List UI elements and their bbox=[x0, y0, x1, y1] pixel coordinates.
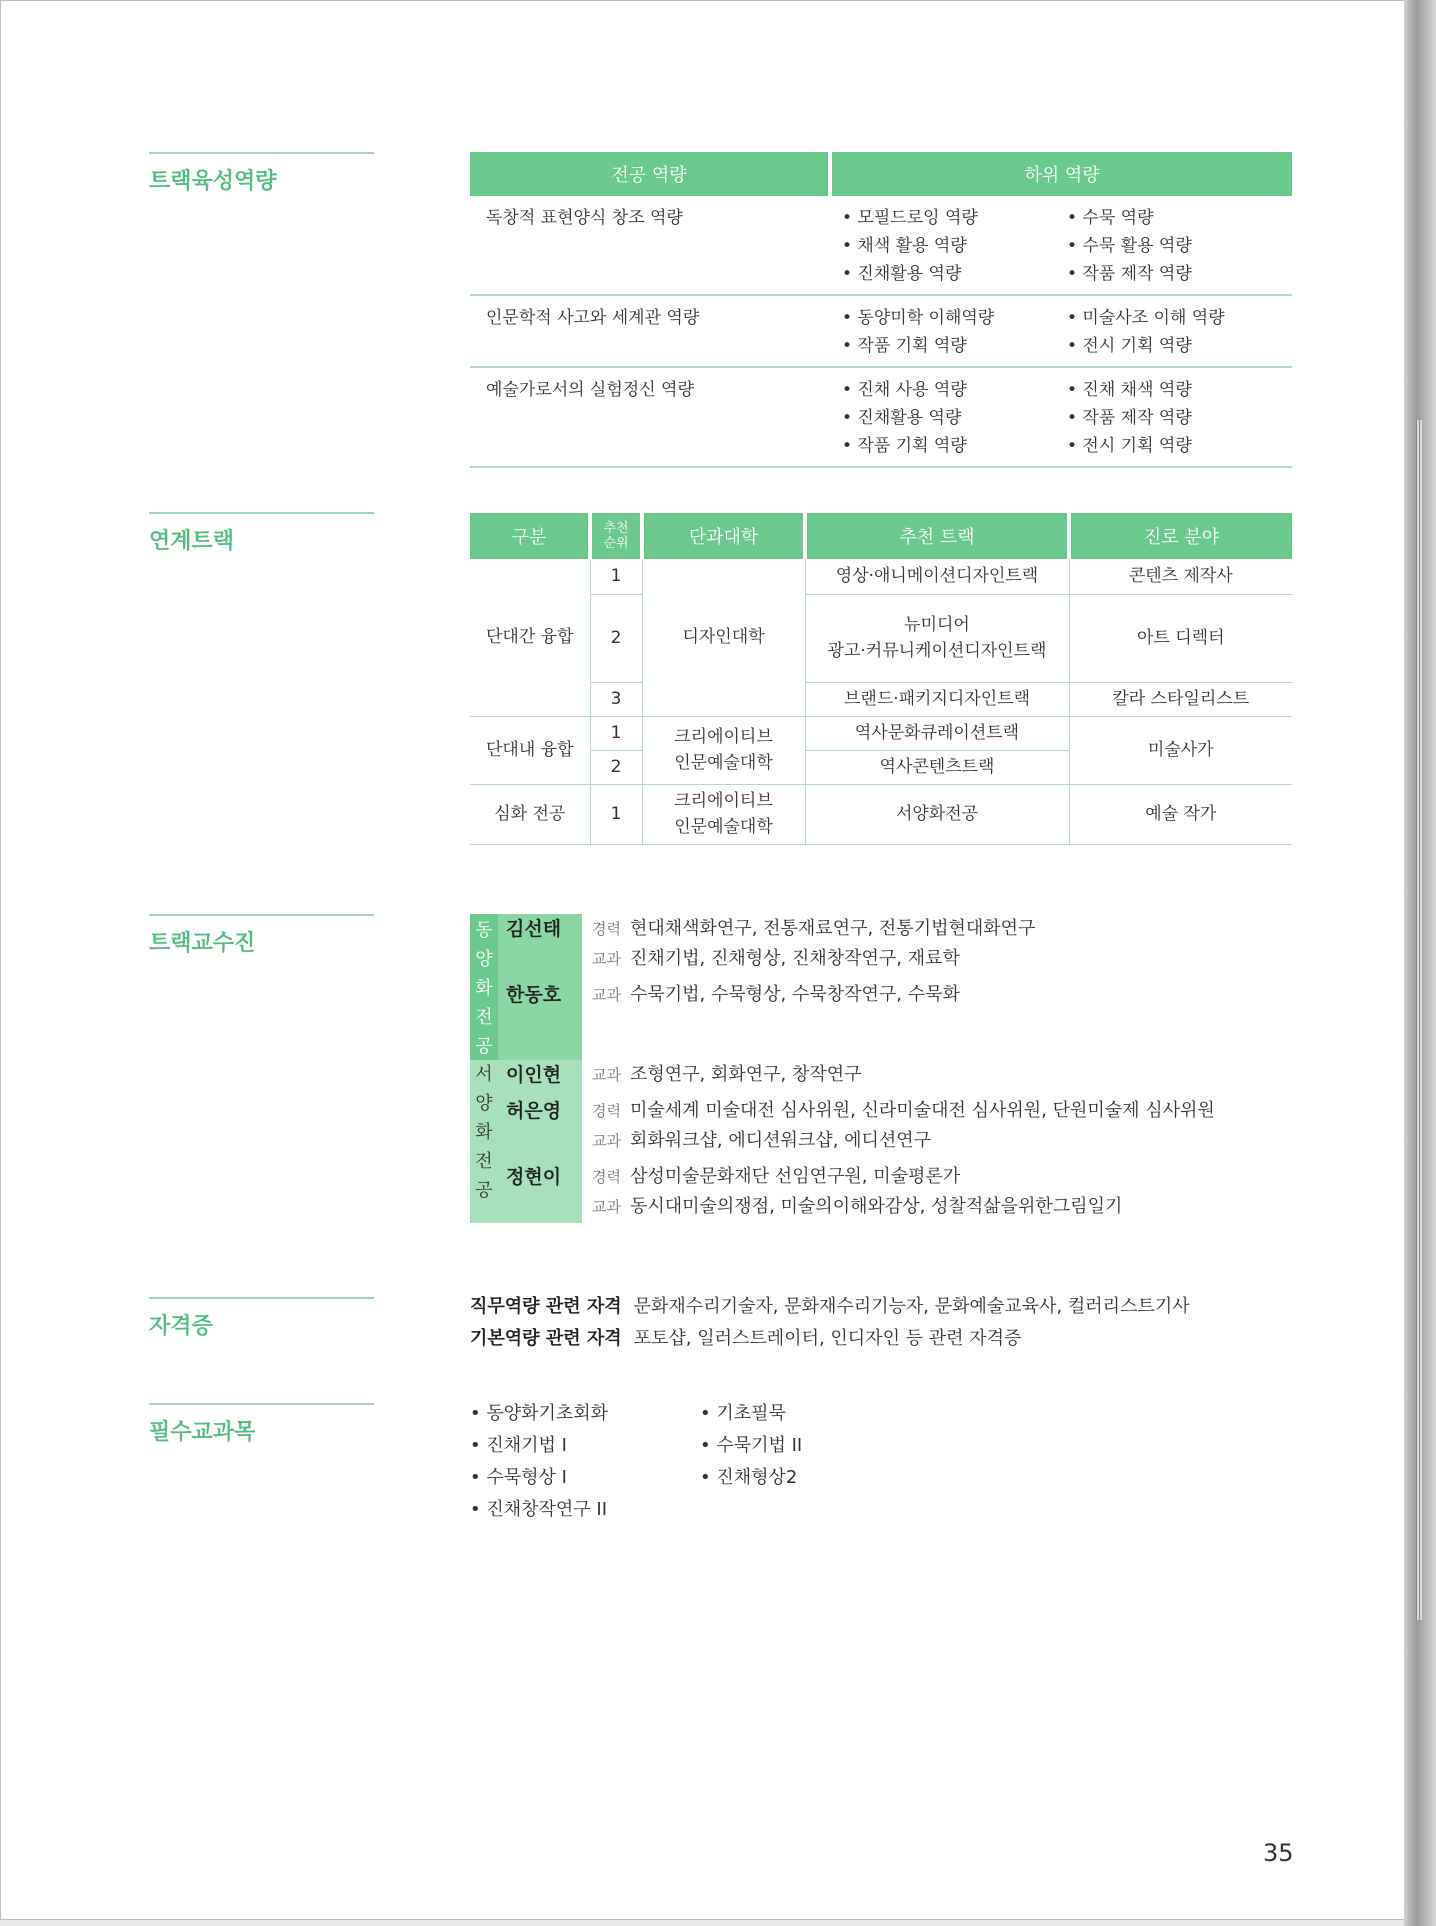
competency-table bbox=[470, 152, 1292, 468]
track-line: 광고·커뮤니케이션디자인트랙 bbox=[827, 641, 1047, 661]
list-item: • 진채기법 I bbox=[470, 1435, 567, 1456]
professor-name: 김선태 bbox=[506, 918, 562, 940]
faculty-group-west bbox=[470, 1060, 1300, 1223]
professor-details bbox=[582, 914, 1035, 974]
professor-entry bbox=[498, 1162, 1300, 1222]
list-item: • 작품 기획 역량 bbox=[842, 336, 967, 356]
table-row bbox=[470, 716, 1292, 750]
table-header-row bbox=[470, 513, 1292, 559]
rank-cell: 3 bbox=[590, 682, 642, 716]
detail-tag: 교과 bbox=[592, 1132, 621, 1150]
professor-entry bbox=[498, 980, 1300, 1010]
dept-label-east bbox=[470, 914, 498, 1060]
college-cell bbox=[642, 784, 805, 844]
faculty-list bbox=[470, 914, 1300, 1223]
track-cell bbox=[805, 594, 1069, 682]
cert-label: 기본역량 관련 자격 bbox=[470, 1328, 622, 1349]
sub-competency-cell bbox=[830, 196, 1292, 295]
detail-line bbox=[582, 1192, 1122, 1222]
detail-text: 수묵기법, 수묵형상, 수묵창작연구, 수묵화 bbox=[629, 984, 960, 1005]
list-item: • 전시 기획 역량 bbox=[1067, 336, 1192, 356]
list-item: • 미술사조 이해 역량 bbox=[1067, 308, 1225, 328]
detail-tag: 경력 bbox=[592, 1168, 621, 1186]
rank-cell: 2 bbox=[590, 594, 642, 682]
professor-details bbox=[582, 980, 960, 1010]
courses-left bbox=[470, 1398, 700, 1526]
college-line: 크리에이티브 bbox=[674, 791, 773, 811]
major-competency-cell: 예술가로서의 실험정신 역량 bbox=[470, 367, 830, 467]
header-rank-line1: 추천 bbox=[603, 521, 629, 536]
cert-text: 포토샵, 일러스트레이터, 인디자인 등 관련 자격증 bbox=[633, 1328, 1022, 1349]
list-item: • 전시 기획 역량 bbox=[1067, 436, 1192, 456]
section-title-faculty: 트랙교수진 bbox=[149, 914, 374, 957]
rank-cell: 2 bbox=[590, 750, 642, 784]
sub-competency-cell bbox=[830, 295, 1292, 367]
list-item: • 진채활용 역량 bbox=[842, 408, 962, 428]
dept-char: 전 bbox=[475, 1151, 493, 1172]
major-competency-cell: 독창적 표현양식 창조 역량 bbox=[470, 196, 830, 295]
faculty-entries bbox=[498, 1060, 1300, 1223]
detail-tag: 경력 bbox=[592, 1102, 621, 1120]
list-item: • 진채 사용 역량 bbox=[842, 380, 967, 400]
page-edge-decoration bbox=[1404, 0, 1436, 1926]
list-item: • 진채형상2 bbox=[700, 1467, 798, 1488]
header-major-competency: 전공 역량 bbox=[470, 152, 830, 196]
list-item: • 모필드로잉 역량 bbox=[842, 208, 978, 228]
table-row bbox=[470, 682, 1292, 716]
detail-line bbox=[582, 1126, 1215, 1156]
detail-line bbox=[582, 1060, 862, 1090]
dept-char: 양 bbox=[475, 949, 493, 970]
professor-entry bbox=[498, 914, 1300, 974]
list-item: • 작품 기획 역량 bbox=[842, 436, 967, 456]
detail-text: 조형연구, 회화연구, 창작연구 bbox=[629, 1064, 862, 1085]
detail-tag: 교과 bbox=[592, 1198, 621, 1216]
list-item: • 작품 제작 역량 bbox=[1067, 408, 1192, 428]
category-cell: 단대간 융합 bbox=[470, 559, 590, 716]
detail-line bbox=[582, 1162, 1122, 1192]
track-cell: 역사문화큐레이션트랙 bbox=[805, 716, 1069, 750]
track-cell: 서양화전공 bbox=[805, 784, 1069, 844]
college-cell: 디자인대학 bbox=[642, 559, 805, 716]
professor-name: 정현이 bbox=[506, 1166, 562, 1188]
detail-text: 동시대미술의쟁점, 미술의이해와감상, 성찰적삶을위한그림일기 bbox=[629, 1196, 1123, 1217]
list-item: • 채색 활용 역량 bbox=[842, 236, 967, 256]
track-cell: 영상·애니메이션디자인트랙 bbox=[805, 559, 1069, 594]
list-item: • 동양미학 이해역량 bbox=[842, 308, 995, 328]
faculty-group-east bbox=[470, 914, 1300, 1060]
detail-text: 현대채색화연구, 전통재료연구, 전통기법현대화연구 bbox=[629, 918, 1036, 939]
career-cell: 칼라 스타일리스트 bbox=[1069, 682, 1292, 716]
table-row bbox=[470, 784, 1292, 844]
section-title-certificates: 자격증 bbox=[149, 1297, 374, 1340]
list-item: • 진채 채색 역량 bbox=[1067, 380, 1192, 400]
career-cell: 예술 작가 bbox=[1069, 784, 1292, 844]
detail-line bbox=[582, 914, 1035, 944]
dept-char: 공 bbox=[475, 1180, 493, 1201]
sub-competency-cell bbox=[830, 367, 1292, 467]
list-item: • 동양화기초회화 bbox=[470, 1403, 609, 1424]
certificates-block bbox=[470, 1291, 1190, 1355]
list-item: • 진채창작연구 II bbox=[470, 1499, 608, 1520]
header-college: 단과대학 bbox=[642, 513, 805, 559]
detail-line bbox=[582, 980, 960, 1010]
detail-line bbox=[582, 944, 1035, 974]
header-career: 진로 분야 bbox=[1069, 513, 1292, 559]
dept-char: 양 bbox=[475, 1093, 493, 1114]
detail-tag: 교과 bbox=[592, 1066, 621, 1084]
professor-details bbox=[582, 1162, 1122, 1222]
rank-cell: 1 bbox=[590, 784, 642, 844]
dept-char: 서 bbox=[475, 1064, 493, 1085]
header-rank bbox=[590, 513, 642, 559]
professor-entry bbox=[498, 1096, 1300, 1156]
faculty-entries bbox=[498, 914, 1300, 1060]
college-line: 크리에이티브 bbox=[674, 727, 773, 747]
linked-track-table bbox=[470, 513, 1292, 845]
professor-name: 이인현 bbox=[506, 1064, 562, 1086]
dept-label-west bbox=[470, 1060, 498, 1223]
list-item: • 기초필묵 bbox=[700, 1403, 786, 1424]
list-item: • 수묵형상 I bbox=[470, 1467, 567, 1488]
list-item: • 작품 제작 역량 bbox=[1067, 264, 1192, 284]
rank-cell: 1 bbox=[590, 559, 642, 594]
header-sub-competency: 하위 역량 bbox=[830, 152, 1292, 196]
cert-label: 직무역량 관련 자격 bbox=[470, 1296, 622, 1317]
detail-tag: 교과 bbox=[592, 950, 621, 968]
category-cell: 심화 전공 bbox=[470, 784, 590, 844]
professor-name: 한동호 bbox=[506, 984, 562, 1006]
college-line: 인문예술대학 bbox=[674, 817, 773, 837]
table-header-row bbox=[470, 152, 1292, 196]
track-cell: 역사콘텐츠트랙 bbox=[805, 750, 1069, 784]
cert-line-basic bbox=[470, 1323, 1190, 1355]
detail-text: 회화워크샵, 에디션워크샵, 에디션연구 bbox=[629, 1130, 932, 1151]
track-line: 뉴미디어 bbox=[904, 615, 970, 635]
dept-char: 동 bbox=[475, 920, 493, 941]
career-cell: 아트 디렉터 bbox=[1069, 594, 1292, 682]
career-cell: 콘텐츠 제작사 bbox=[1069, 559, 1292, 594]
professor-details bbox=[582, 1096, 1215, 1156]
cert-line-job bbox=[470, 1291, 1190, 1323]
list-item: • 수묵 활용 역량 bbox=[1067, 236, 1192, 256]
detail-tag: 교과 bbox=[592, 986, 621, 1004]
professor-name: 허은영 bbox=[506, 1100, 562, 1122]
list-item: • 진채활용 역량 bbox=[842, 264, 962, 284]
header-recommended-track: 추천 트랙 bbox=[805, 513, 1069, 559]
required-courses-list bbox=[470, 1398, 930, 1526]
table-row bbox=[470, 559, 1292, 594]
list-item: • 수묵 역량 bbox=[1067, 208, 1154, 228]
track-cell: 브랜드·패키지디자인트랙 bbox=[805, 682, 1069, 716]
dept-char: 공 bbox=[475, 1036, 493, 1057]
table-row bbox=[470, 196, 1292, 295]
college-cell bbox=[642, 716, 805, 784]
cert-text: 문화재수리기술자, 문화재수리기능자, 문화예술교육사, 컬러리스트기사 bbox=[633, 1296, 1190, 1317]
detail-text: 미술세계 미술대전 심사위원, 신라미술대전 심사위원, 단원미술제 심사위원 bbox=[629, 1100, 1215, 1121]
dept-char: 화 bbox=[475, 1122, 493, 1143]
section-title-required-courses: 필수교과목 bbox=[149, 1403, 374, 1446]
list-item: • 수묵기법 II bbox=[700, 1435, 803, 1456]
detail-tag: 경력 bbox=[592, 920, 621, 938]
page-number: 35 bbox=[1263, 1839, 1294, 1867]
header-category: 구분 bbox=[470, 513, 590, 559]
detail-line bbox=[582, 1096, 1215, 1126]
table-row bbox=[470, 295, 1292, 367]
table-row bbox=[470, 594, 1292, 682]
detail-text: 진채기법, 진채형상, 진채창작연구, 재료학 bbox=[629, 948, 960, 969]
page-edge-lines bbox=[1416, 420, 1422, 1620]
category-cell: 단대내 융합 bbox=[470, 716, 590, 784]
college-line: 인문예술대학 bbox=[674, 753, 773, 773]
courses-right bbox=[700, 1398, 930, 1526]
detail-text: 삼성미술문화재단 선임연구원, 미술평론가 bbox=[629, 1166, 961, 1187]
dept-char: 전 bbox=[475, 1007, 493, 1028]
section-title-linked-track: 연계트랙 bbox=[149, 512, 374, 555]
professor-details bbox=[582, 1060, 862, 1090]
professor-entry bbox=[498, 1060, 1300, 1090]
dept-char: 화 bbox=[475, 978, 493, 999]
major-competency-cell: 인문학적 사고와 세계관 역량 bbox=[470, 295, 830, 367]
section-title-track-competency: 트랙육성역량 bbox=[149, 152, 374, 195]
career-cell: 미술사가 bbox=[1069, 716, 1292, 784]
header-rank-line2: 순위 bbox=[603, 536, 629, 551]
rank-cell: 1 bbox=[590, 716, 642, 750]
table-row bbox=[470, 367, 1292, 467]
